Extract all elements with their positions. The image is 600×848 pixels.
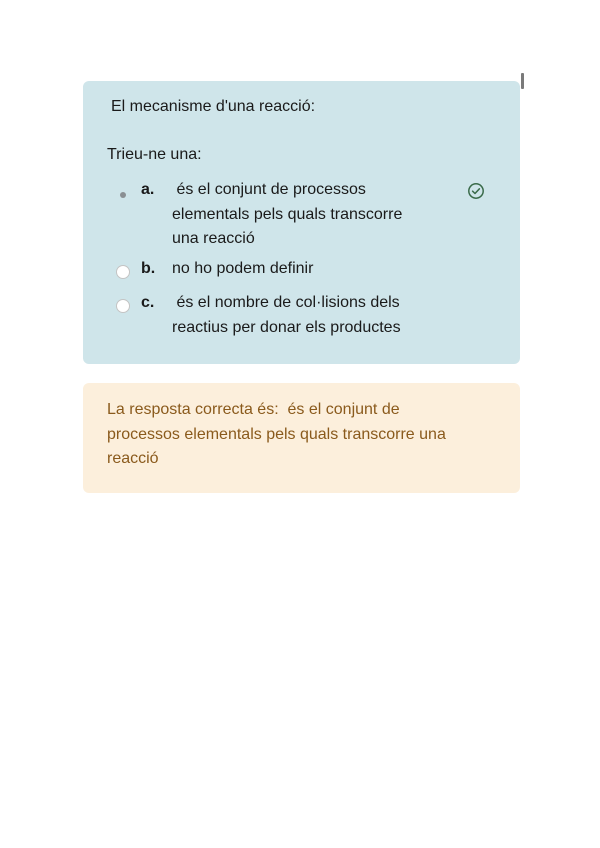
option-text (172, 178, 402, 252)
radio-button-c[interactable] (116, 299, 130, 313)
question-card (83, 81, 520, 364)
feedback-line: La resposta correcta és: és el conjunt de (107, 401, 400, 418)
check-circle-icon (467, 182, 485, 200)
scroll-indicator[interactable] (521, 73, 524, 89)
option-text-line: elementals pels quals transcorre (172, 205, 403, 223)
correct-answer-feedback (107, 398, 507, 472)
radio-button-b[interactable] (116, 265, 130, 279)
option-letter: b. (141, 260, 156, 277)
option-text (172, 257, 313, 282)
option-text (172, 291, 401, 340)
option-text-line: una reacció (172, 230, 255, 247)
option-text-line: reactius per donar els productes (172, 318, 401, 336)
feedback-line: reacció (107, 450, 159, 467)
option-letter: c. (141, 294, 155, 311)
radio-button-a[interactable] (116, 188, 130, 202)
question-text: El mecanisme d'una reacció: (111, 98, 316, 115)
question-prompt: Trieu-ne una: (107, 146, 202, 163)
feedback-card (83, 383, 520, 493)
option-text-line: és el nombre de col·lisions dels (172, 294, 400, 311)
option-text-line: és el conjunt de processos (172, 181, 366, 198)
option-letter: a. (141, 181, 155, 198)
option-text-line: no ho podem definir (172, 260, 314, 277)
feedback-line: processos elementals pels quals transcorre una (107, 425, 446, 443)
